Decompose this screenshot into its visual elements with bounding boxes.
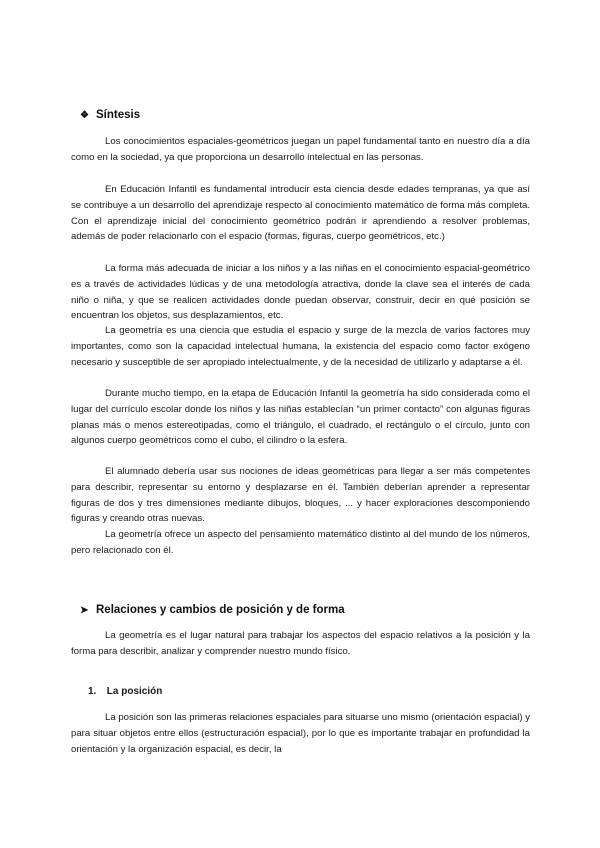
sintesis-paragraph: Los conocimientos espaciales-geométricos juegan un papel fundamental tanto en nuestro día a día como en la sociedad, ya que proporciona un desarrollo intelectual en las personas. xyxy=(71,136,530,163)
sintesis-paragraph: Durante mucho tiempo, en la etapa de Educación Infantil la geometría ha sido considerada como el lugar del currículo escolar donde los niños y las niñas establecían “un primer contacto” con algunas figuras planas más o menos estereotipadas, como el triángulo, el cuadrado, el rectángulo o el círculo, junto con algunos cuerpo geométricos como el cubo, el cilindro o la esfera. xyxy=(71,388,530,447)
relaciones-title: Relaciones y cambios de posición y de forma xyxy=(96,604,345,616)
arrow-bullet-icon: ➤ xyxy=(80,604,89,616)
section-number: 1. xyxy=(88,686,97,697)
sintesis-paragraph: En Educación Infantil es fundamental introducir esta ciencia desde edades tempranas, ya que así se contribuye a un desarrollo del aprendizaje respecto al conocimiento matemático de forma más completa. Con el aprendizaje inicial del conocimiento geométrico podrán ir aprendiendo a resolver problemas, además de poder relacionarlo con el espacio (formas, figuras, cuerpo geométricos, etc.) xyxy=(71,184,530,243)
sintesis-paragraph: La geometría ofrece un aspecto del pensamiento matemático distinto al del mundo de los números, pero relacionado con él. xyxy=(71,529,530,556)
posicion-heading xyxy=(88,686,162,697)
posicion-title: La posición xyxy=(106,686,163,697)
relaciones-heading xyxy=(80,604,345,616)
sintesis-paragraph: La geometría es una ciencia que estudia el espacio y surge de la mezcla de varios factores muy importantes, como son la capacidad intelectual humana, la existencia del espacio como factor exógeno necesario y susceptible de ser apropiado intelectualmente, y de la necesidad de utilizarlo y adaptarse a él. xyxy=(71,325,530,368)
diamond-bullet-icon: ❖ xyxy=(80,109,89,121)
sintesis-title: Síntesis xyxy=(96,109,141,121)
posicion-paragraph: La posición son las primeras relaciones espaciales para situarse uno mismo (orientación espacial) y para situar objetos entre ellos (estructuración espacial), por lo que es importante trabajar en profundidad la orientación y la organización espacial, es decir, la xyxy=(71,712,530,755)
sintesis-heading xyxy=(80,109,140,121)
relaciones-paragraph: La geometría es el lugar natural para trabajar los aspectos del espacio relativos a la posición y la forma para describir, analizar y comprender nuestro mundo físico. xyxy=(71,630,530,657)
sintesis-paragraph: El alumnado debería usar sus nociones de ideas geométricas para llegar a ser más competentes para describir, representar su entorno y desplazarse en él. También deberían aprender a representar figuras de dos y tres dimensiones mediante dibujos, bloques, ... y hacer exploraciones descomponiendo figuras y creando otras nuevas. xyxy=(71,466,530,525)
sintesis-paragraph: La forma más adecuada de iniciar a los niños y a las niñas en el conocimiento espacial-geométrico es a través de actividades lúdicas y de una metodología atractiva, donde la clave sea el interés de cada niño o niña, y que se realicen actividades donde puedan observar, construir, decir en qué posición se encuentran los objetos, sus desplazamientos, etc. xyxy=(71,263,530,322)
